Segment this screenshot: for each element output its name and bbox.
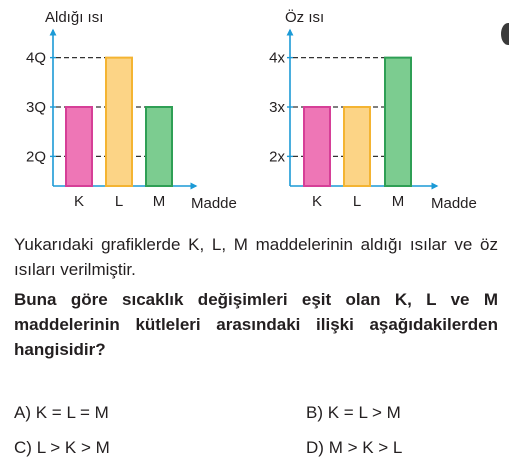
option-letter: B): [306, 403, 323, 422]
option-letter: C): [14, 438, 32, 457]
option-text: K = L = M: [35, 403, 109, 422]
category-label: M: [391, 193, 405, 210]
bar-k: [304, 107, 330, 186]
bar-l: [344, 107, 370, 186]
y-axis-label: Öz ısı: [285, 9, 325, 26]
category-label: K: [73, 193, 85, 210]
x-axis-label: Madde: [191, 195, 237, 212]
bar-k: [66, 107, 92, 186]
question-prompt: Buna göre sıcaklık değişimleri eşit olan K, L ve M maddelerinin kütleleri arasındaki ilişki aşağıdakilerden hangisidir?: [14, 290, 498, 359]
y-tick-label: 2x: [269, 148, 285, 166]
bar-m: [146, 107, 172, 186]
option-c[interactable]: [14, 438, 110, 458]
option-text: L > K > M: [36, 438, 110, 457]
option-text: M > K > L: [328, 438, 403, 457]
y-tick-label: 3x: [269, 99, 285, 116]
option-letter: D): [306, 438, 324, 457]
category-label: M: [152, 193, 166, 210]
heat-received-chart: [26, 9, 237, 212]
question-intro: Yukarıdaki grafiklerde K, L, M maddelerinin aldığı ısılar ve öz ısıları verilmiştir.: [14, 235, 498, 279]
page-corner-mark: [501, 23, 509, 45]
category-label: L: [114, 193, 124, 210]
y-axis-label: Aldığı ısı: [45, 9, 104, 26]
category-label: L: [352, 193, 362, 210]
option-d[interactable]: [306, 438, 402, 458]
y-tick-label: 3Q: [25, 99, 46, 116]
category-label: K: [311, 193, 323, 210]
y-tick-label: 4Q: [25, 49, 46, 67]
charts-area: [0, 0, 509, 215]
bar-l: [106, 58, 132, 186]
bar-m: [385, 58, 411, 186]
option-letter: A): [14, 403, 31, 422]
option-text: K = L > M: [327, 403, 401, 422]
y-tick-label: 4x: [269, 49, 285, 67]
specific-heat-chart: [269, 8, 477, 212]
option-a[interactable]: [14, 403, 109, 423]
option-b[interactable]: [306, 403, 401, 423]
y-tick-label: 2Q: [25, 148, 46, 166]
x-axis-label: Madde: [431, 195, 477, 212]
